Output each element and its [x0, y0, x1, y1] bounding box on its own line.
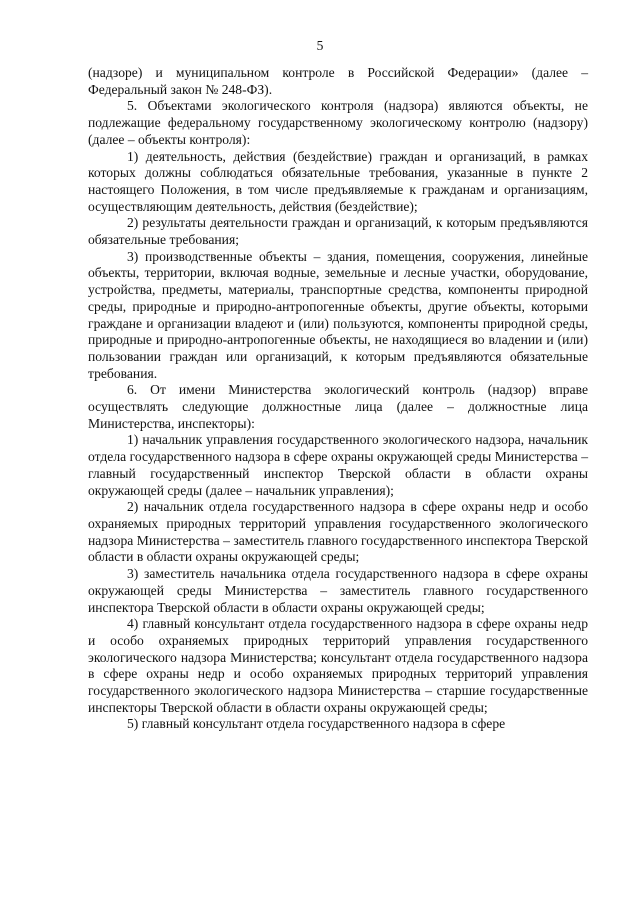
paragraph: 3) производственные объекты – здания, помещения, сооружения, линейные объекты, территории, включая водные, земельные и лесные участки, оборудование, устройства, предметы, материалы, транспортные средства, компоненты природной среды, природные и природно-антропогенные объекты, другие объекты, которыми граждане и организации владеют и (или) пользуются, компоненты природной среды, природные и природно-антропогенные объекты, не находящиеся во владении и (или) пользовании граждан или организаций, к которым предъявляются обязательные требования. — [88, 248, 588, 381]
paragraph: 5) главный консультант отдела государственного надзора в сфере — [127, 716, 506, 732]
paragraph: 3) заместитель начальника отдела государственного надзора в сфере охраны окружающей среды Министерства – заместитель главного государственного инспектора Тверской области в области охраны окружающей среды; — [88, 566, 588, 615]
paragraph: 4) главный консультант отдела государственного надзора в сфере охраны недр и особо охраняемых природных территорий управления государственного экологического надзора Министерства; консультант отдела государственного надзора в сфере охраны недр и особо охраняемых природных территорий управления государственного экологического надзора Министерства – старшие государственные инспекторы Тверской области в области охраны окружающей среды; — [88, 616, 588, 715]
document-body — [88, 65, 588, 733]
paragraph: 1) начальник управления государственного экологического надзора, начальник отдела государственного надзора в сфере охраны окружающей среды Министерства – главный государственный инспектор Тверской области в области охраны окружающей среды (далее – начальник управления); — [88, 432, 588, 498]
paragraph: 2) результаты деятельности граждан и организаций, к которым предъявляются обязательные требования; — [88, 215, 588, 248]
page-number: 5 — [316, 38, 324, 53]
paragraph: 6. От имени Министерства экологический контроль (надзор) вправе осуществлять следующие должностные лица (далее – должностные лица Министерства, инспекторы): — [88, 382, 588, 431]
paragraph: (надзоре) и муниципальном контроле в Российской Федерации» (далее – Федеральный закон № 248-ФЗ). — [88, 65, 588, 97]
paragraph: 5. Объектами экологического контроля (надзора) являются объекты, не подлежащие федеральному государственному экологическому контролю (надзору) (далее – объекты контроля): — [88, 98, 588, 147]
paragraph: 1) деятельность, действия (бездействие) граждан и организаций, в рамках которых должны соблюдаться обязательные требования, указанные в пункте 2 настоящего Положения, в том числе предъявляемые к гражданам и организациям, осуществляющим деятельность, действия (бездействие); — [88, 148, 588, 214]
paragraph: 2) начальник отдела государственного надзора в сфере охраны недр и особо охраняемых природных территорий управления государственного экологического надзора Министерства – заместитель главного государственного инспектора Тверской области в области охраны окружающей среды; — [88, 499, 588, 565]
